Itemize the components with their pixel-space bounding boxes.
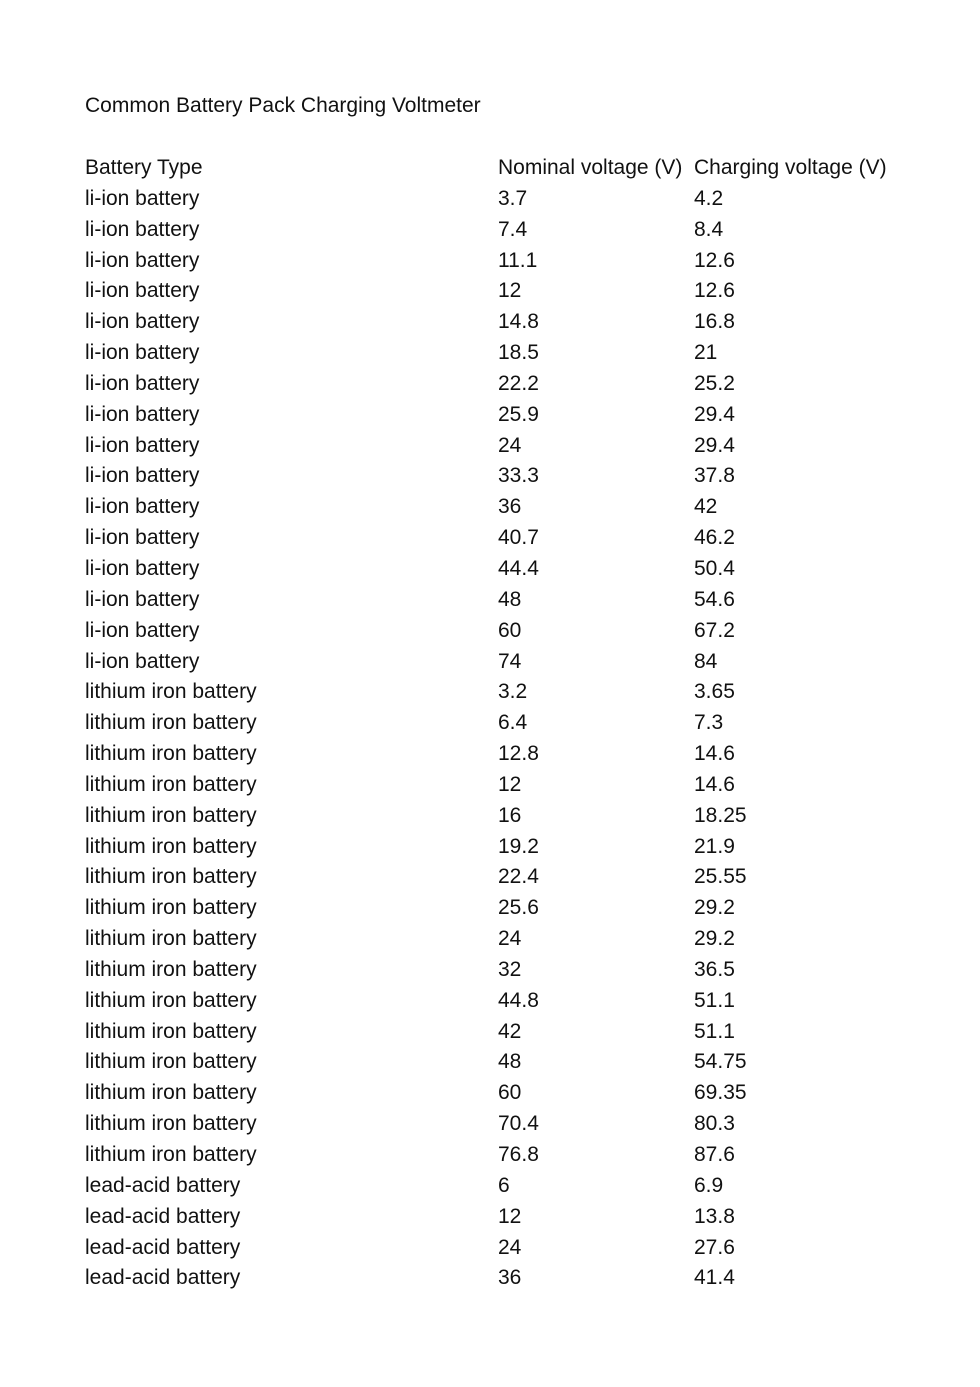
nominal-voltage-cell: 25.9 <box>498 402 539 426</box>
nominal-voltage-cell: 3.2 <box>498 680 528 704</box>
table-row <box>85 401 945 432</box>
charging-voltage-cell: 18.25 <box>694 803 747 827</box>
nominal-voltage-cell: 18.5 <box>498 341 539 365</box>
battery-type-cell: lithium iron battery <box>85 1081 257 1105</box>
charging-voltage-cell: 80.3 <box>694 1112 735 1136</box>
table-row <box>85 1264 945 1295</box>
charging-voltage-cell: 37.8 <box>694 464 735 488</box>
table-row <box>85 524 945 555</box>
table-row <box>85 1110 945 1141</box>
battery-type-cell: li-ion battery <box>85 310 200 334</box>
charging-voltage-cell: 21 <box>694 341 718 365</box>
table-row <box>85 1048 945 1079</box>
table-row <box>85 709 945 740</box>
table-row <box>85 648 945 679</box>
battery-type-cell: li-ion battery <box>85 649 200 673</box>
battery-type-cell: li-ion battery <box>85 248 200 272</box>
nominal-voltage-cell: 70.4 <box>498 1112 539 1136</box>
table-row <box>85 1018 945 1049</box>
table-row <box>85 432 945 463</box>
charging-voltage-cell: 51.1 <box>694 1019 735 1043</box>
table-row <box>85 247 945 278</box>
table-row <box>85 894 945 925</box>
charging-voltage-cell: 29.2 <box>694 896 735 920</box>
nominal-voltage-cell: 48 <box>498 587 522 611</box>
nominal-voltage-cell: 24 <box>498 433 522 457</box>
table-row <box>85 833 945 864</box>
battery-type-cell: lithium iron battery <box>85 1019 257 1043</box>
battery-type-cell: lead-acid battery <box>85 1173 241 1197</box>
charging-voltage-cell: 67.2 <box>694 618 735 642</box>
nominal-voltage-cell: 60 <box>498 618 522 642</box>
table-row <box>85 678 945 709</box>
battery-type-cell: lithium iron battery <box>85 772 257 796</box>
nominal-voltage-cell: 12 <box>498 772 522 796</box>
table-row <box>85 925 945 956</box>
nominal-voltage-cell: 14.8 <box>498 310 539 334</box>
nominal-voltage-cell: 44.4 <box>498 556 539 580</box>
nominal-voltage-cell: 40.7 <box>498 526 539 550</box>
charging-voltage-cell: 42 <box>694 495 718 519</box>
charging-voltage-cell: 29.4 <box>694 402 735 426</box>
battery-type-cell: lithium iron battery <box>85 680 257 704</box>
table-row <box>85 216 945 247</box>
table-row <box>85 1172 945 1203</box>
battery-type-cell: lithium iron battery <box>85 803 257 827</box>
charging-voltage-cell: 69.35 <box>694 1081 747 1105</box>
nominal-voltage-cell: 36 <box>498 495 522 519</box>
battery-type-cell: lithium iron battery <box>85 742 257 766</box>
nominal-voltage-cell: 11.1 <box>498 248 538 272</box>
nominal-voltage-cell: 60 <box>498 1081 522 1105</box>
charging-voltage-cell: 29.4 <box>694 433 735 457</box>
charging-voltage-cell: 25.2 <box>694 371 735 395</box>
charging-voltage-cell: 12.6 <box>694 279 735 303</box>
table-row <box>85 863 945 894</box>
battery-type-cell: li-ion battery <box>85 495 200 519</box>
charging-voltage-cell: 29.2 <box>694 927 735 951</box>
battery-type-cell: lithium iron battery <box>85 988 257 1012</box>
nominal-voltage-cell: 74 <box>498 649 522 673</box>
table-header-row <box>85 154 945 185</box>
table-row <box>85 740 945 771</box>
table-row <box>85 617 945 648</box>
charging-voltage-cell: 7.3 <box>694 711 724 735</box>
charging-voltage-cell: 14.6 <box>694 772 735 796</box>
charging-voltage-cell: 6.9 <box>694 1173 724 1197</box>
table-row <box>85 370 945 401</box>
charging-voltage-cell: 51.1 <box>694 988 735 1012</box>
table-row <box>85 185 945 216</box>
battery-type-cell: li-ion battery <box>85 587 200 611</box>
nominal-voltage-cell: 42 <box>498 1019 522 1043</box>
table-row <box>85 956 945 987</box>
table-row <box>85 1203 945 1234</box>
table-row <box>85 308 945 339</box>
battery-type-cell: li-ion battery <box>85 371 200 395</box>
table-row <box>85 1141 945 1172</box>
charging-voltage-cell: 87.6 <box>694 1143 735 1166</box>
table-row <box>85 1234 945 1265</box>
charging-voltage-cell: 16.8 <box>694 310 735 334</box>
nominal-voltage-cell: 22.2 <box>498 371 539 395</box>
nominal-voltage-cell: 3.7 <box>498 186 528 210</box>
battery-type-cell: lithium iron battery <box>85 927 257 951</box>
charging-voltage-cell: 25.55 <box>694 865 747 889</box>
battery-type-cell: lead-acid battery <box>85 1204 241 1228</box>
nominal-voltage-cell: 12 <box>498 1204 522 1228</box>
table-row <box>85 771 945 802</box>
nominal-voltage-cell: 36 <box>498 1266 522 1290</box>
nominal-voltage-cell: 24 <box>498 927 522 951</box>
battery-type-cell: li-ion battery <box>85 402 200 426</box>
table-row <box>85 462 945 493</box>
charging-voltage-cell: 12.6 <box>694 248 735 272</box>
battery-type-cell: li-ion battery <box>85 433 200 457</box>
nominal-voltage-cell: 48 <box>498 1050 522 1074</box>
nominal-voltage-cell: 22.4 <box>498 865 539 889</box>
battery-type-cell: li-ion battery <box>85 279 200 303</box>
nominal-voltage-cell: 19.2 <box>498 834 539 858</box>
nominal-voltage-cell: 32 <box>498 957 522 981</box>
table-row <box>85 339 945 370</box>
table-row <box>85 1079 945 1110</box>
battery-type-cell: li-ion battery <box>85 618 200 642</box>
battery-type-cell: lithium iron battery <box>85 834 257 858</box>
battery-type-cell: li-ion battery <box>85 464 200 488</box>
battery-type-cell: lead-acid battery <box>85 1266 241 1290</box>
table-row <box>85 987 945 1018</box>
column-header-charging-voltage: Charging voltage (V) <box>694 156 887 179</box>
table-row <box>85 555 945 586</box>
nominal-voltage-cell: 25.6 <box>498 896 539 920</box>
nominal-voltage-cell: 6 <box>498 1173 510 1197</box>
battery-type-cell: lithium iron battery <box>85 1050 257 1074</box>
page-title: Common Battery Pack Charging Voltmeter <box>85 94 481 117</box>
charging-voltage-cell: 13.8 <box>694 1204 735 1228</box>
charging-voltage-cell: 4.2 <box>694 186 724 210</box>
nominal-voltage-cell: 76.8 <box>498 1143 539 1166</box>
nominal-voltage-cell: 7.4 <box>498 217 528 241</box>
battery-type-cell: lithium iron battery <box>85 1143 257 1166</box>
battery-type-cell: li-ion battery <box>85 341 200 365</box>
battery-type-cell: li-ion battery <box>85 217 200 241</box>
table-row <box>85 277 945 308</box>
battery-type-cell: li-ion battery <box>85 526 200 550</box>
battery-type-cell: lead-acid battery <box>85 1235 241 1259</box>
battery-type-cell: li-ion battery <box>85 186 200 210</box>
nominal-voltage-cell: 33.3 <box>498 464 539 488</box>
table-row <box>85 586 945 617</box>
table-row <box>85 802 945 833</box>
battery-type-cell: lithium iron battery <box>85 865 257 889</box>
charging-voltage-cell: 21.9 <box>694 834 735 858</box>
charging-voltage-cell: 36.5 <box>694 957 735 981</box>
nominal-voltage-cell: 16 <box>498 803 522 827</box>
charging-voltage-cell: 50.4 <box>694 556 735 580</box>
table-row <box>85 493 945 524</box>
charging-voltage-cell: 8.4 <box>694 217 724 241</box>
battery-type-cell: lithium iron battery <box>85 896 257 920</box>
nominal-voltage-cell: 12.8 <box>498 742 539 766</box>
battery-type-cell: lithium iron battery <box>85 957 257 981</box>
charging-voltage-cell: 41.4 <box>694 1266 735 1290</box>
charging-voltage-cell: 54.6 <box>694 587 735 611</box>
nominal-voltage-cell: 24 <box>498 1235 522 1259</box>
charging-voltage-cell: 84 <box>694 649 718 673</box>
charging-voltage-cell: 27.6 <box>694 1235 735 1259</box>
charging-voltage-cell: 46.2 <box>694 526 735 550</box>
charging-voltage-cell: 54.75 <box>694 1050 747 1074</box>
battery-type-cell: lithium iron battery <box>85 711 257 735</box>
battery-type-cell: li-ion battery <box>85 556 200 580</box>
charging-voltage-cell: 14.6 <box>694 742 735 766</box>
column-header-nominal-voltage: Nominal voltage (V) <box>498 156 683 179</box>
charging-voltage-cell: 3.65 <box>694 680 735 704</box>
voltage-table <box>85 154 945 1295</box>
battery-type-cell: lithium iron battery <box>85 1112 257 1136</box>
column-header-battery-type: Battery Type <box>85 156 203 179</box>
nominal-voltage-cell: 6.4 <box>498 711 528 735</box>
nominal-voltage-cell: 44.8 <box>498 988 539 1012</box>
nominal-voltage-cell: 12 <box>498 279 522 303</box>
